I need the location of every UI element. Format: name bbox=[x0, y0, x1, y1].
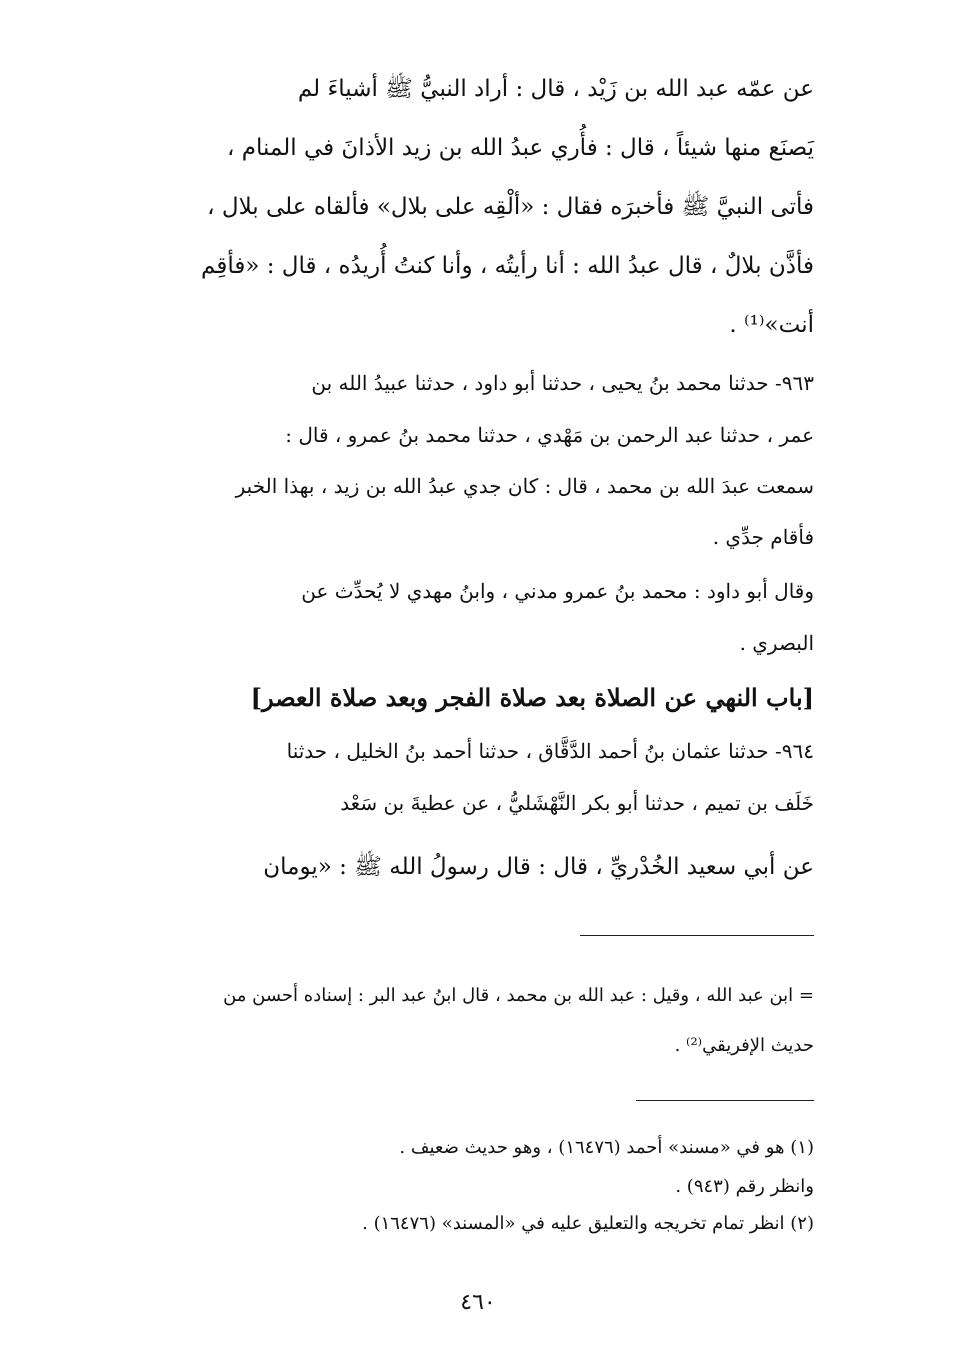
page-number: ٤٦٠ bbox=[460, 1290, 496, 1315]
comment-line-1: وقال أبو داود : محمد بنُ عمرو مدني ، وابنُ مهدي لا يُحدِّث عن bbox=[301, 579, 814, 603]
separator-rule bbox=[580, 935, 814, 936]
paragraph1-line-1: عن عمّه عبد الله بن زَيْد ، قال : أراد النبيُّ ﷺ أشياءَ لم bbox=[297, 76, 814, 102]
hadith963-line-2: عمر ، حدثنا عبد الرحمن بن مَهْدي ، حدثنا محمد بنُ عمرو ، قال : bbox=[285, 423, 814, 447]
paragraph1-line-5: أنت»⁽¹⁾ . bbox=[729, 312, 814, 338]
hadith964-line-2: خَلَف بن تميم ، حدثنا أبو بكر النَّهْشَليُّ ، عن عطيةَ بن سَعْد bbox=[340, 791, 814, 815]
footnote-rule bbox=[636, 1100, 814, 1101]
paragraph1-line-4: فأذَّن بلالٌ ، قال عبدُ الله : أنا رأيتُه ، وأنا كنتُ أُريدُه ، قال : «فأقِم bbox=[201, 253, 814, 279]
hadith964-line-1: ٩٦٤- حدثنا عثمان بنُ أحمد الدَّقَّاق ، حدثنا أحمد بنُ الخليل ، حدثنا bbox=[286, 739, 814, 763]
last-line: عن أبي سعيد الخُدْريِّ ، قال : قال رسولُ الله ﷺ : «يومان bbox=[263, 854, 814, 880]
hadith963-line-3: سمعت عبدَ الله بن محمد ، قال : كان جدي عبدُ الله بن زيد ، بهذا الخبر bbox=[235, 474, 814, 498]
continued-note-line-1: = ابن عبد الله ، وقيل : عبد الله بن محمد ، قال ابنُ عبد البر : إسناده أحسن من bbox=[223, 985, 814, 1006]
paragraph1-line-3: فأتى النبيَّ ﷺ فأخبرَه فقال : «ألْقِه على بلال» فألقاه على بلال ، bbox=[207, 194, 814, 220]
footnote-1-cont: وانظر رقم (٩٤٣) . bbox=[675, 1176, 814, 1197]
chapter-heading: [باب النهي عن الصلاة بعد صلاة الفجر وبعد صلاة العصر] bbox=[250, 683, 814, 712]
comment-line-2: البصري . bbox=[739, 631, 814, 655]
paragraph1-line-2: يَصنَع منها شيئاً ، قال : فأُري عبدُ الله بن زيد الأذانَ في المنام ، bbox=[227, 135, 814, 161]
footnote-2: (٢) انظر تمام تخريجه والتعليق عليه في «المسند» (١٦٤٧٦) . bbox=[362, 1213, 814, 1234]
hadith963-line-4: فأقام جدِّي . bbox=[712, 525, 814, 549]
hadith963-line-1: ٩٦٣- حدثنا محمد بنُ يحيى ، حدثنا أبو داود ، حدثنا عبيدُ الله بن bbox=[311, 371, 814, 395]
footnote-1: (١) هو في «مسند» أحمد (١٦٤٧٦) ، وهو حديث ضعيف . bbox=[399, 1137, 814, 1158]
continued-note-line-2: حديث الإفريقي⁽²⁾ . bbox=[674, 1035, 814, 1056]
